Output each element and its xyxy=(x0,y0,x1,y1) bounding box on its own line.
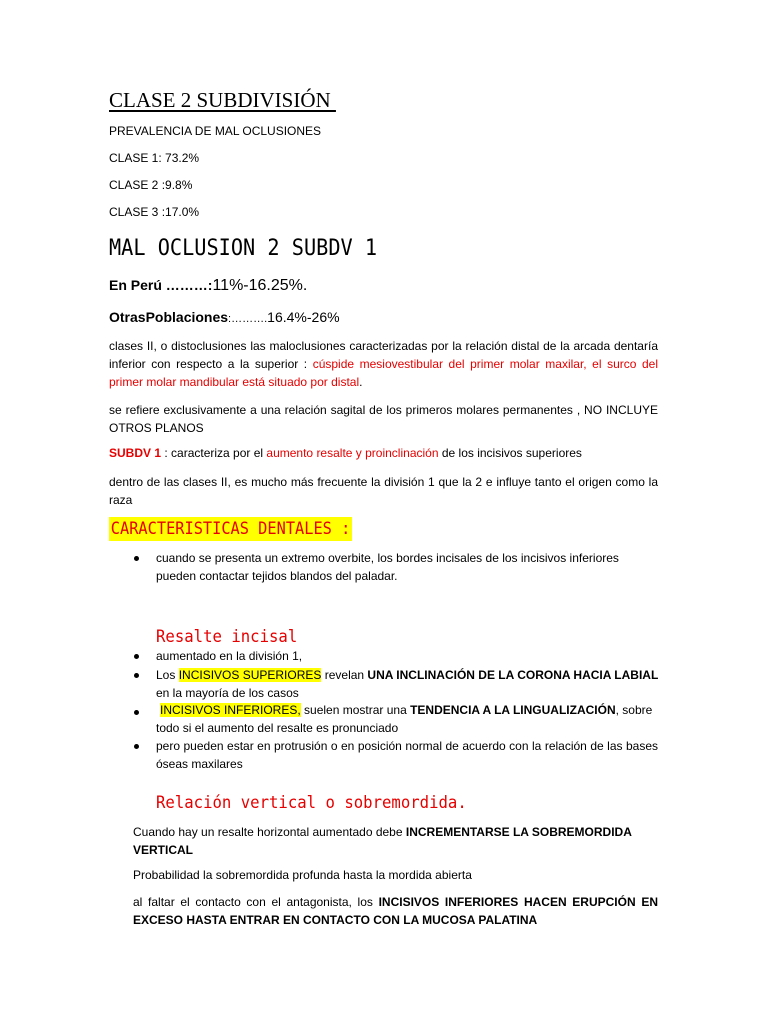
text: , sobre xyxy=(615,703,653,717)
subheading-vertical: Relación vertical o sobremordida. xyxy=(156,793,467,813)
bullet-icon xyxy=(134,556,139,561)
paragraph-sagittal: se refiere exclusivamente a una relación sagital de los primeros molares permanentes , NO INCLUYE OTROS PLANOS xyxy=(109,403,658,435)
subheading-resalte: Resalte incisal xyxy=(156,627,298,647)
section-heading-maloclusion: MAL OCLUSION 2 SUBDV 1 xyxy=(109,236,378,261)
vertical-paragraph-1 xyxy=(133,823,663,859)
subdv-text: : caracteriza por el xyxy=(164,446,267,460)
prevalence-heading: PREVALENCIA DE MAL OCLUSIONES xyxy=(109,124,322,138)
highlight-text: INCISIVOS SUPERIORES xyxy=(178,668,322,682)
page-title: CLASE 2 SUBDIVISIÓN xyxy=(109,88,336,112)
bold-text: INCISIVOS INFERIORES HACEN ERUPCIÓN EN EXCESO HASTA ENTRAR EN CONTACTO CON LA MUCOSA PALATINA xyxy=(133,895,658,927)
peru-value: 11%-16.25%. xyxy=(212,277,308,294)
resalte-bullet-1: aumentado en la división 1, xyxy=(156,649,303,663)
paragraph-definition xyxy=(109,337,658,391)
text: revelan xyxy=(321,668,368,682)
peru-line xyxy=(109,274,307,297)
subdv-text-end: de los incisivos superiores xyxy=(438,446,582,460)
bold-text: UNA INCLINACIÓN DE LA CORONA HACIA LABIAL xyxy=(367,668,659,682)
bold-text: INCREMENTARSE LA SOBREMORDIDA VERTICAL xyxy=(133,825,632,857)
prevalence-section xyxy=(109,122,629,221)
section-heading-dental: CARACTERISTICAS DENTALES : xyxy=(110,519,351,539)
prevalence-item: CLASE 2 :9.8% xyxy=(109,178,193,192)
prevalence-item: CLASE 3 :17.0% xyxy=(109,205,200,219)
text: Cuando hay un resalte horizontal aumentado debe xyxy=(133,825,406,839)
bullet-icon xyxy=(134,710,139,715)
bullet-icon xyxy=(134,744,139,749)
otras-dots: :………. xyxy=(228,313,268,325)
bullet-icon xyxy=(134,673,139,678)
paragraph-red-text: cúspide mesiovestibular del primer molar maxilar, el surco del primer molar mandibular está situado por distal xyxy=(109,357,658,389)
prevalence-item: CLASE 1: 73.2% xyxy=(109,151,200,165)
resalte-bullet-3 xyxy=(156,701,666,737)
bold-text: TENDENCIA A LA LINGUALIZACIÓN xyxy=(410,703,616,717)
otras-line xyxy=(109,306,340,330)
resalte-bullet-4: pero pueden estar en protrusión o en posición normal de acuerdo con la relación de las bases óseas maxilares xyxy=(156,739,658,771)
vertical-paragraph-3 xyxy=(133,893,658,929)
vertical-paragraph-2: Probabilidad la sobremordida profunda hasta la mordida abierta xyxy=(133,868,472,882)
resalte-bullet-2 xyxy=(156,666,666,702)
subdv-label: SUBDV 1 xyxy=(109,446,165,460)
bullet-icon xyxy=(134,654,139,659)
otras-value: 16.4%-26% xyxy=(267,309,340,325)
paragraph-text: clases II, o distoclusiones las maloclusiones caracterizadas por la relación distal de la arcada dentaría inferior con respecto a la superior : xyxy=(109,339,658,371)
otras-label: OtrasPoblaciones xyxy=(109,309,229,325)
highlight-text: INCISIVOS INFERIORES, xyxy=(160,703,301,717)
subdv-line xyxy=(109,444,669,462)
paragraph-end: . xyxy=(359,375,363,389)
text: Los xyxy=(156,668,179,682)
dental-bullet-1: cuando se presenta un extremo overbite, los bordes incisales de los incisivos inferiores pueden contactar tejidos blandos del paladar. xyxy=(156,551,619,583)
text: suelen mostrar una xyxy=(300,703,411,717)
paragraph-frequency: dentro de las clases II, es mucho más frecuente la división 1 que la 2 e influye tanto el origen como la raza xyxy=(109,475,658,507)
subdv-red-text: aumento resalte y proinclinación xyxy=(266,446,439,460)
text: al faltar el contacto con el antagonista, los xyxy=(133,895,379,909)
text: en la mayoría de los casos xyxy=(156,686,299,700)
text: todo si el aumento del resalte es pronunciado xyxy=(156,721,399,735)
peru-label: En Perú ………: xyxy=(109,277,213,293)
